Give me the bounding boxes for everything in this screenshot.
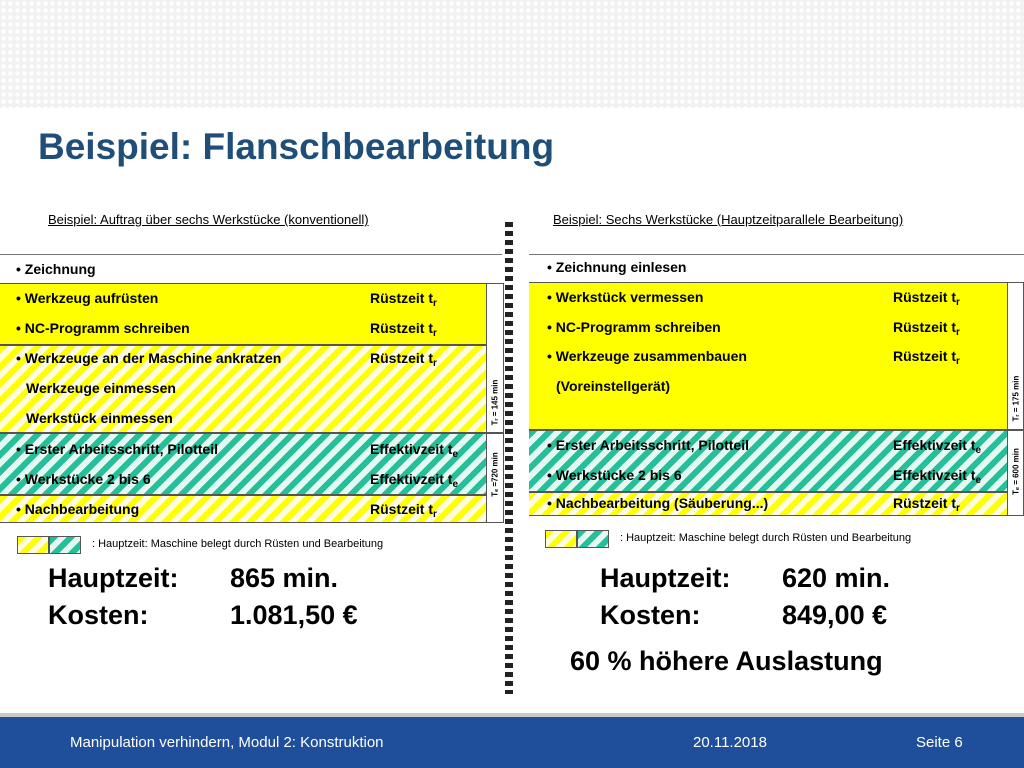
conclusion-text: 60 % höhere Auslastung xyxy=(570,646,883,676)
right-hauptzeit-value: 620 min. xyxy=(782,563,891,593)
left-row-label: • Erster Arbeitsschritt, Pilotteil xyxy=(16,441,218,457)
left-row-label: • NC-Programm schreiben xyxy=(16,320,190,336)
left-te-label: Tₑ =720 min xyxy=(490,452,500,497)
footer-date: 20.11.2018 xyxy=(693,734,767,751)
right-row-label: • NC-Programm schreiben xyxy=(547,319,721,335)
right-row-time: Rüstzeit $t_r$ xyxy=(893,319,960,338)
right-row-label: • Nachbearbeitung (Säuberung...) xyxy=(547,495,769,511)
left-row-time: Effektivzeit $t_e$ xyxy=(370,441,459,460)
right-row-label: • Werkstück vermessen xyxy=(547,289,704,305)
right-hauptzeit-label: Hauptzeit: xyxy=(600,563,731,593)
left-row-time: Rüstzeit $t_r$ xyxy=(370,290,437,309)
left-top-rule xyxy=(0,254,502,255)
legend-swatch-effektiv xyxy=(49,536,81,554)
right-row-time: Rüstzeit $t_r$ xyxy=(893,348,960,367)
legend-swatch-ruest xyxy=(17,536,49,554)
right-legend-text: : Hauptzeit: Maschine belegt durch Rüsten und Bearbeitung xyxy=(620,532,912,544)
left-subtitle: Beispiel: Auftrag über sechs Werkstücke (konventionell) xyxy=(48,212,369,227)
right-row-time: Rüstzeit $t_r$ xyxy=(893,289,960,308)
left-row-time: Effektivzeit $t_e$ xyxy=(370,471,459,490)
dotted-divider xyxy=(505,222,513,694)
right-row-time: Effektivzeit $t_e$ xyxy=(893,467,982,486)
legend-swatch-ruest xyxy=(545,530,577,548)
footer-page-number: Seite 6 xyxy=(916,734,963,751)
left-legend-text: : Hauptzeit: Maschine belegt durch Rüsten und Bearbeitung xyxy=(92,538,384,550)
page-title: Beispiel: Flanschbearbeitung xyxy=(38,126,555,167)
left-hauptzeit-label: Hauptzeit: xyxy=(48,563,179,593)
right-row-label: (Voreinstellgerät) xyxy=(556,378,671,394)
left-kosten-label: Kosten: xyxy=(48,600,149,630)
right-te-label: Tₑ = 600 min xyxy=(1011,448,1021,495)
left-row-time: Rüstzeit $t_r$ xyxy=(370,501,437,520)
left-row-label: • Werkstücke 2 bis 6 xyxy=(16,471,151,487)
right-tr-label: Tᵣ = 175 min xyxy=(1011,375,1021,422)
right-row-label: • Zeichnung einlesen xyxy=(547,259,687,275)
right-row-label: • Erster Arbeitsschritt, Pilotteil xyxy=(547,437,749,453)
right-subtitle: Beispiel: Sechs Werkstücke (Hauptzeitparallele Bearbeitung) xyxy=(553,212,904,227)
left-row-label: Werkzeuge einmessen xyxy=(26,380,176,396)
right-top-rule xyxy=(529,254,1024,255)
left-row-label: Werkstück einmessen xyxy=(26,410,173,426)
left-tr-label: Tᵣ = 145 min xyxy=(490,379,500,426)
right-kosten-label: Kosten: xyxy=(600,600,701,630)
right-row-time: Effektivzeit $t_e$ xyxy=(893,437,982,456)
footer-title: Manipulation verhindern, Modul 2: Konstruktion xyxy=(70,734,384,751)
right-row-label: • Werkstücke 2 bis 6 xyxy=(547,467,682,483)
left-row-label: • Werkzeug aufrüsten xyxy=(16,290,159,306)
right-row-time: Rüstzeit $t_r$ xyxy=(893,495,960,514)
decorative-dot-band xyxy=(0,0,1024,108)
right-row-label: • Werkzeuge zusammenbauen xyxy=(547,348,747,364)
left-hauptzeit-value: 865 min. xyxy=(230,563,339,593)
right-kosten-value: 849,00 € xyxy=(782,600,888,630)
left-row-time: Rüstzeit $t_r$ xyxy=(370,350,437,369)
left-row-label: • Werkzeuge an der Maschine ankratzen xyxy=(16,350,282,366)
footer-stripe xyxy=(0,713,1024,717)
left-row-label: • Nachbearbeitung xyxy=(16,501,140,517)
left-row-time: Rüstzeit $t_r$ xyxy=(370,320,437,339)
left-kosten-value: 1.081,50 € xyxy=(230,600,358,630)
left-row-label: • Zeichnung xyxy=(16,261,96,277)
legend-swatch-effektiv xyxy=(577,530,609,548)
